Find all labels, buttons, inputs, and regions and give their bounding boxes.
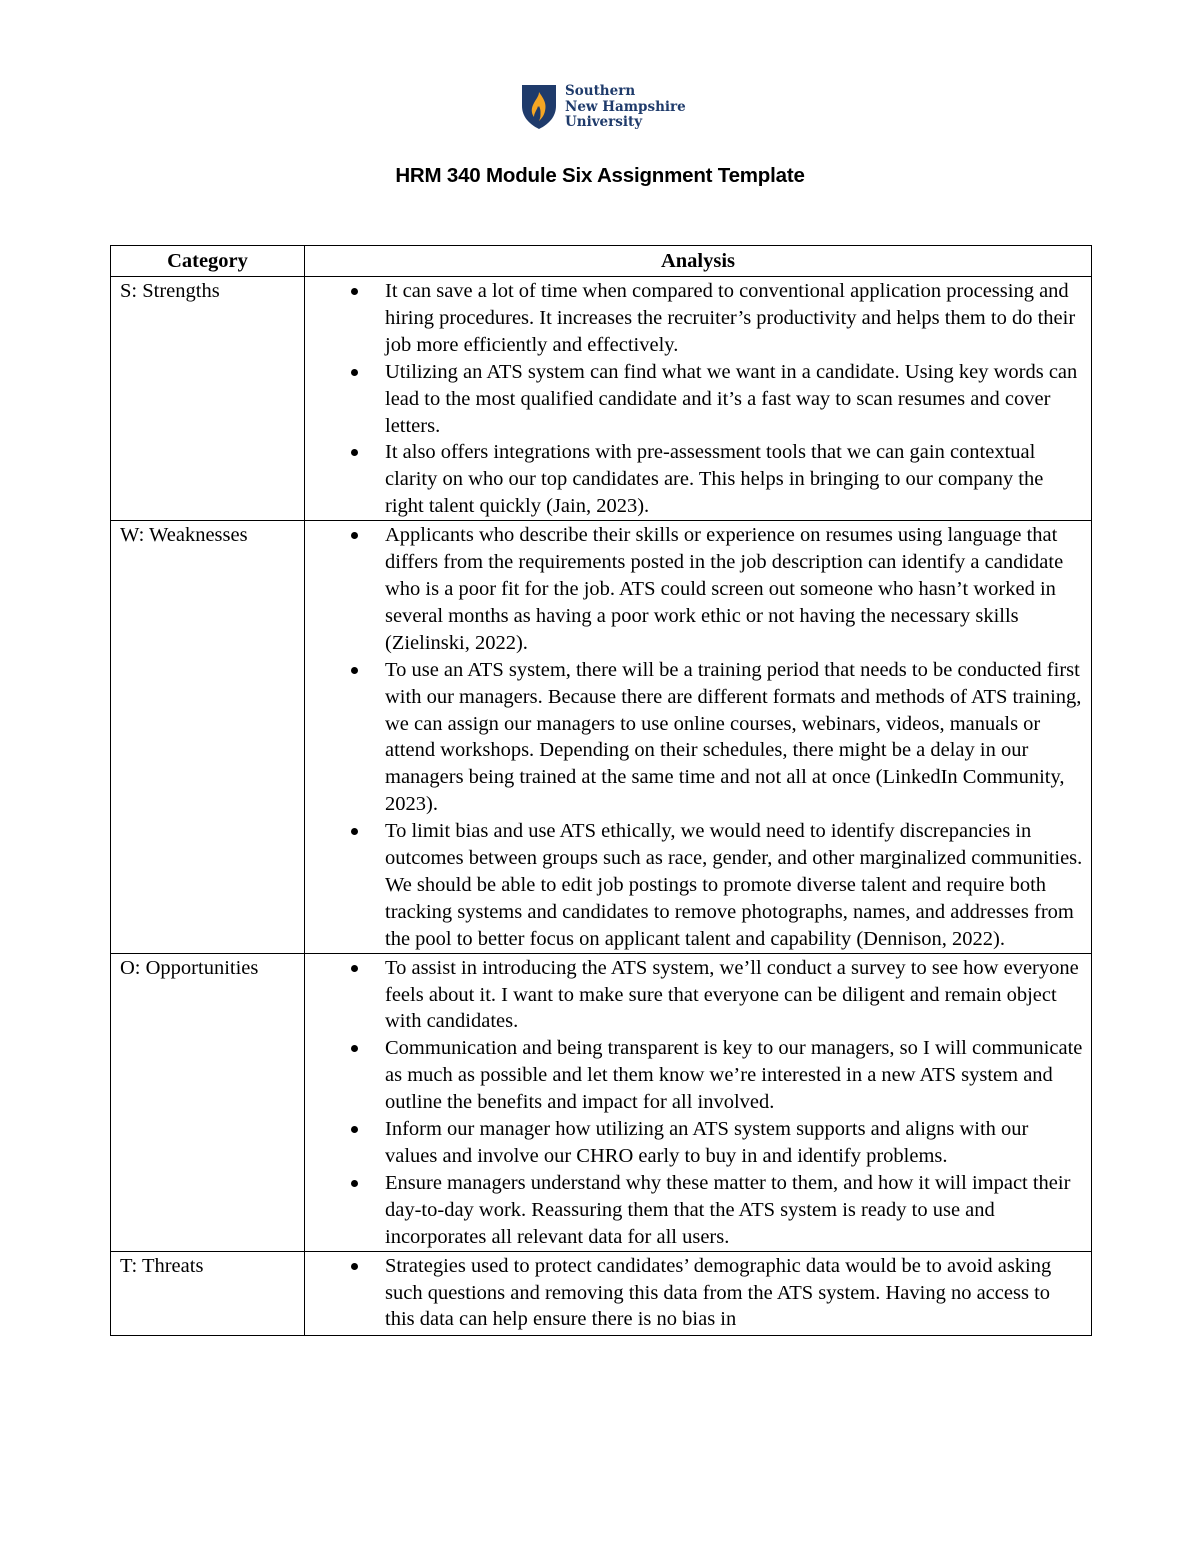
table-row-opportunities — [111, 953, 1092, 1251]
bullet-item: Utilizing an ATS system can find what we want in a candidate. Using key words can lead to the most qualified candidate and it’s a fast way to scan resumes and cover letters. — [305, 359, 1083, 440]
analysis-cell — [305, 521, 1092, 954]
bullet-item: It can save a lot of time when compared to conventional application processing and hiring procedures. It increases the recruiter’s productivity and helps them to do their job more efficiently and effectively. — [305, 278, 1083, 359]
analysis-cell — [305, 1251, 1092, 1335]
category-cell: S: Strengths — [111, 277, 305, 521]
table-row-strengths — [111, 277, 1092, 521]
table-row-threats — [111, 1251, 1092, 1335]
column-header-category: Category — [111, 246, 305, 277]
category-cell: T: Threats — [111, 1251, 305, 1335]
bullet-item: It also offers integrations with pre-assessment tools that we can gain contextual clarity on who our top candidates are. This helps in bringing to our company the right talent quickly (Jain, 2023). — [305, 439, 1083, 520]
table-header-row — [111, 246, 1092, 277]
bullet-item: Applicants who describe their skills or experience on resumes using language that differs from the requirements posted in the job description can identify a candidate who is a poor fit for the job. ATS could screen out someone who hasn’t worked in several months as having a poor work ethic or not having the necessary skills (Zielinski, 2022). — [305, 522, 1083, 657]
bullet-item: Communication and being transparent is key to our managers, so I will communicate as much as possible and let them know we’re interested in a new ATS system and outline the benefits and impact for all involved. — [305, 1035, 1083, 1116]
logo-line-3: University — [565, 114, 643, 130]
bullet-item: To use an ATS system, there will be a training period that needs to be conducted first with our managers. Because there are different formats and methods of ATS training, we can assign our managers to use online courses, webinars, videos, manuals or attend workshops. Depending on their schedules, there might be a delay in our managers being trained at the same time and not all at once (LinkedIn Community, 2023). — [305, 657, 1083, 818]
bullet-item: Inform our manager how utilizing an ATS system supports and aligns with our values and involve our CHRO early to buy in and identify problems. — [305, 1116, 1083, 1170]
analysis-cell — [305, 953, 1092, 1251]
table-row-weaknesses — [111, 521, 1092, 954]
logo-wordmark — [565, 84, 686, 131]
bullet-item: Ensure managers understand why these matter to them, and how it will impact their day-to-day work. Reassuring them that the ATS system is ready to use and incorporates all relevant data for all users. — [305, 1170, 1083, 1251]
bullet-list — [305, 278, 1083, 520]
bullet-list — [305, 1253, 1083, 1334]
bullet-list — [305, 955, 1083, 1251]
bullet-list — [305, 522, 1083, 953]
analysis-cell — [305, 277, 1092, 521]
swot-table — [110, 245, 1092, 1336]
document-title: HRM 340 Module Six Assignment Template — [395, 164, 805, 187]
category-cell: W: Weaknesses — [111, 521, 305, 954]
bullet-item: Strategies used to protect candidates’ demographic data would be to avoid asking such questions and removing this data from the ATS system. Having no access to this data can help ensure there is no bias in — [305, 1253, 1083, 1334]
bullet-item: To assist in introducing the ATS system, we’ll conduct a survey to see how everyone feels about it. I want to make sure that everyone can be diligent and remain object with candidates. — [305, 955, 1083, 1036]
bullet-item: To limit bias and use ATS ethically, we would need to identify discrepancies in outcomes between groups such as race, gender, and other marginalized communities. We should be able to edit job postings to promote diverse talent and require both tracking systems and candidates to remove photographs, names, and addresses from the pool to better focus on applicant talent and capability (Dennison, 2022). — [305, 818, 1083, 953]
logo-line-2: New Hampshire — [565, 98, 686, 115]
shield-flame-icon — [521, 84, 557, 130]
category-cell: O: Opportunities — [111, 953, 305, 1251]
university-logo — [521, 84, 686, 131]
column-header-analysis: Analysis — [305, 246, 1092, 277]
logo-line-1: Southern — [565, 83, 636, 99]
